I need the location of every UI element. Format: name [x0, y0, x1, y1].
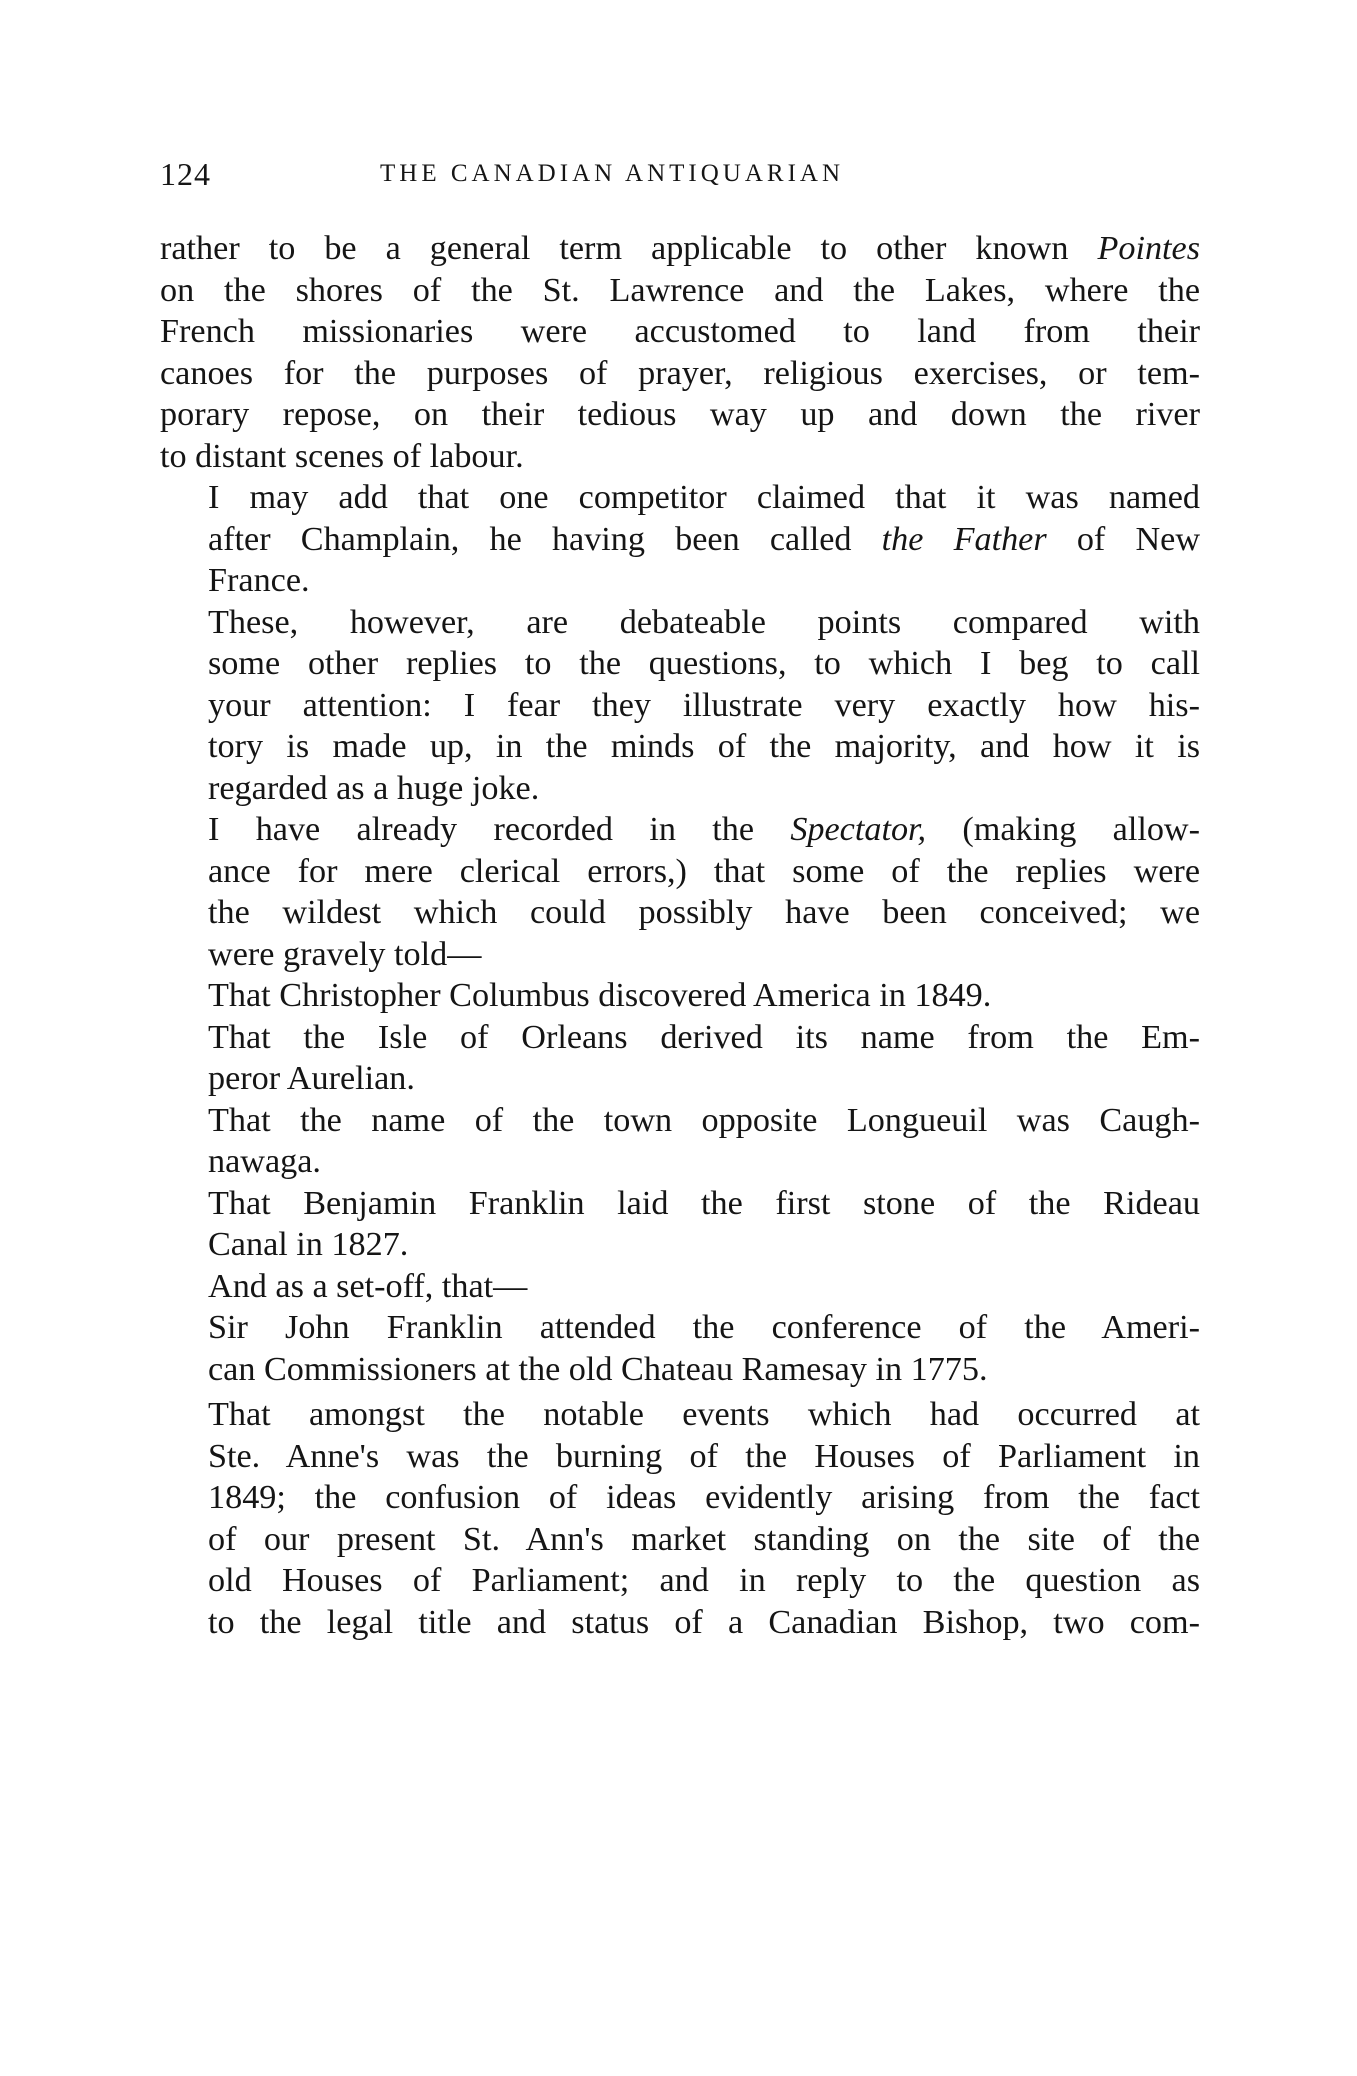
italic-phrase: the Father: [881, 520, 1047, 558]
paragraph-longueuil: [160, 1100, 1200, 1183]
text-line: were gravely told—: [208, 935, 482, 973]
text-line: I may add that one competitor claimed that it was named: [208, 479, 1200, 516]
text-line: And as a set-off, that—: [208, 1267, 528, 1305]
text-line: These, however, are debateable points compared with: [208, 603, 1200, 641]
text-line: canoes for the purposes of prayer, religious exercises, or tem-: [160, 354, 1200, 392]
text-line: nawaga.: [208, 1143, 321, 1180]
text-line: after Champlain, he having been called the Father of New: [208, 520, 1201, 558]
text-line: That Benjamin Franklin laid the first stone of the Rideau: [208, 1184, 1200, 1222]
text-line: That the Isle of Orleans derived its name from the Em-: [208, 1018, 1200, 1056]
paragraph-set-off: [160, 1266, 1200, 1308]
text-line: old Houses of Parliament; and in reply to the question as: [208, 1562, 1200, 1599]
paragraph-columbus: [160, 975, 1200, 1017]
paragraph-ramesay: [160, 1307, 1200, 1390]
text-line: the wildest which could possibly have been conceived; we: [208, 894, 1200, 931]
paragraph-rideau: [160, 1183, 1200, 1266]
text-line: regarded as a huge joke.: [208, 769, 540, 807]
paragraph-pointes: [160, 228, 1200, 477]
italic-word: Pointes: [1097, 230, 1201, 267]
text-line: rather to be a general term applicable to other known Pointes: [160, 230, 1201, 267]
text-line: That amongst the notable events which had occurred at: [208, 1396, 1200, 1433]
body-text: [160, 228, 1200, 1643]
paragraph-orleans: [160, 1017, 1200, 1100]
text-line: tory is made up, in the minds of the majority, and how it is: [208, 728, 1200, 765]
text-line: Sir John Franklin attended the conference of the Ameri-: [208, 1309, 1200, 1346]
text-line: I have already recorded in the Spectator, (making allow-: [208, 811, 1200, 848]
text-line: ance for mere clerical errors,) that some of the replies were: [208, 852, 1200, 890]
paragraph-ste-anne: [160, 1394, 1200, 1643]
text-line: That Christopher Columbus discovered America in 1849.: [208, 977, 992, 1014]
text-line: 1849; the confusion of ideas evidently arising from the fact: [208, 1479, 1200, 1516]
text-line: Ste. Anne's was the burning of the Houses of Parliament in: [208, 1437, 1200, 1475]
text-line: French missionaries were accustomed to land from their: [160, 313, 1200, 350]
text-line: of our present St. Ann's market standing on the site of the: [208, 1520, 1200, 1558]
text-line: porary repose, on their tedious way up and down the river: [160, 396, 1200, 433]
text-line: your attention: I fear they illustrate very exactly how his-: [208, 686, 1200, 724]
text-line: on the shores of the St. Lawrence and the Lakes, where the: [160, 271, 1200, 309]
running-head: THE CANADIAN ANTIQUARIAN: [380, 160, 845, 187]
page-header: [160, 156, 1200, 196]
text-line: peror Aurelian.: [208, 1060, 415, 1097]
book-page: [160, 0, 1200, 2076]
italic-title: Spectator,: [790, 811, 927, 848]
paragraph-spectator: [160, 809, 1200, 975]
text-line: can Commissioners at the old Chateau Ramesay in 1775.: [208, 1350, 988, 1388]
text-line: to the legal title and status of a Canadian Bishop, two com-: [208, 1603, 1200, 1641]
paragraph-debateable: [160, 602, 1200, 810]
text-line: France.: [208, 562, 310, 599]
text-line: Canal in 1827.: [208, 1226, 409, 1263]
page-number: 124: [160, 156, 211, 192]
text-line: some other replies to the questions, to which I beg to call: [208, 645, 1200, 682]
text-line: to distant scenes of labour.: [160, 437, 524, 475]
paragraph-champlain: [160, 477, 1200, 602]
text-line: That the name of the town opposite Longueuil was Caugh-: [208, 1101, 1200, 1139]
